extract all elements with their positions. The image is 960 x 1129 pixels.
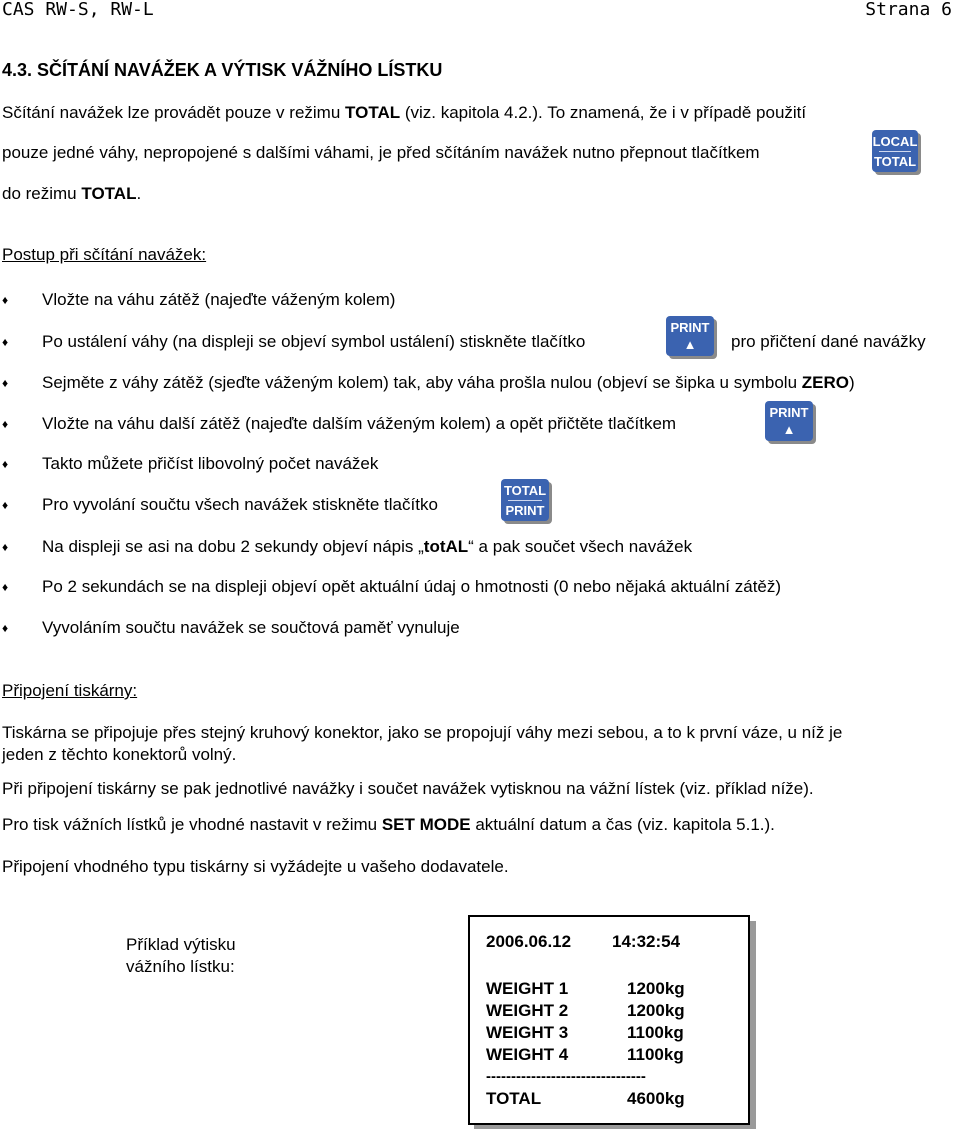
- intro-text: do režimu: [2, 184, 82, 203]
- intro-text: Sčítání navážek lze provádět pouze v režimu: [2, 103, 346, 122]
- key-label: LOCAL: [872, 133, 918, 149]
- list-item: Pro vyvolání součtu všech navážek stiskněte tlačítko: [42, 495, 438, 514]
- intro-line-2: pouze jedné váhy, nepropojené s dalšími váhami, je před sčítáním navážek nutno přepnout tlačítkem: [2, 143, 760, 162]
- paragraph-text: aktuální datum a čas (viz. kapitola 5.1.).: [470, 815, 775, 834]
- intro-line-3: [2, 184, 141, 204]
- ticket-date: 2006.06.12: [486, 932, 572, 951]
- example-label-cont: vážního lístku:: [126, 957, 235, 976]
- ticket-row-name: WEIGHT 1: [486, 979, 569, 998]
- list-item-text: Sejměte z váhy zátěž (sjeďte váženým kolem) tak, aby váha prošla nulou (objeví se šipka u symbolu: [42, 373, 802, 392]
- ticket-divider: --------------------------------: [486, 1068, 646, 1085]
- key-label: ▲: [782, 422, 796, 437]
- list-item: [42, 373, 855, 393]
- ticket-row-value: 1200kg: [627, 1001, 685, 1020]
- ticket-time: 14:32:54: [612, 932, 681, 951]
- ticket-total-value: 4600kg: [627, 1089, 685, 1108]
- printer-paragraph-3: [2, 815, 775, 835]
- ticket-total-label: TOTAL: [486, 1089, 542, 1108]
- list-item: Po 2 sekundách se na displeji objeví opět aktuální údaj o hmotnosti (0 nebo nějaká aktuální zátěž): [42, 577, 782, 596]
- printer-heading: Připojení tiskárny:: [2, 681, 138, 700]
- list-item-text: ): [848, 373, 855, 392]
- list-item: Vložte na váhu zátěž (najeďte váženým kolem): [42, 290, 396, 309]
- intro-mode-total: TOTAL: [81, 184, 137, 203]
- diamond-bullet-icon: ♦: [2, 417, 9, 431]
- example-label: Příklad výtisku: [126, 935, 236, 954]
- page-number: Strana 6: [865, 0, 952, 20]
- printer-paragraph-1: Tiskárna se připojuje přes stejný kruhový konektor, jako se propojují váhy mezi sebou, a to k první váze, u níž je: [2, 723, 843, 742]
- list-item: [42, 537, 692, 557]
- list-item-text: “ a pak součet všech navážek: [468, 537, 693, 556]
- diamond-bullet-icon: ♦: [2, 580, 9, 594]
- diamond-bullet-icon: ♦: [2, 498, 9, 512]
- display-text-total: totAL: [423, 537, 469, 556]
- key-label: TOTAL: [873, 153, 917, 169]
- list-item: Po ustálení váhy (na displeji se objeví symbol ustálení) stiskněte tlačítko: [42, 332, 586, 351]
- ticket-row-value: 1100kg: [627, 1045, 684, 1064]
- weighing-ticket-example: [468, 915, 750, 1125]
- list-item-text: Na displeji se asi na dobu 2 sekundy objeví nápis „: [42, 537, 424, 556]
- intro-line-1: [2, 103, 806, 123]
- diamond-bullet-icon: ♦: [2, 621, 9, 635]
- ticket-row-value: 1200kg: [627, 979, 685, 998]
- total-print-key-icon: [501, 479, 549, 521]
- section-title: 4.3. SČÍTÁNÍ NAVÁŽEK A VÝTISK VÁŽNÍHO LÍSTKU: [2, 60, 443, 80]
- diamond-bullet-icon: ♦: [2, 540, 9, 554]
- list-item: Takto můžete přičíst libovolný počet navážek: [42, 454, 379, 473]
- key-label: TOTAL: [503, 482, 547, 498]
- local-total-key-icon: [872, 130, 918, 172]
- list-item: Vyvoláním součtu navážek se součtová paměť vynuluje: [42, 618, 460, 637]
- intro-mode-total: TOTAL: [345, 103, 401, 122]
- diamond-bullet-icon: ♦: [2, 457, 9, 471]
- ticket-row-name: WEIGHT 2: [486, 1001, 569, 1020]
- key-label: PRINT: [769, 405, 809, 420]
- printer-paragraph-1-cont: jeden z těchto konektorů volný.: [2, 745, 237, 764]
- zero-symbol-text: ZERO: [801, 373, 849, 392]
- diamond-bullet-icon: ♦: [2, 376, 9, 390]
- ticket-row-value: 1100kg: [627, 1023, 684, 1042]
- key-label: ▲: [683, 337, 697, 352]
- diamond-bullet-icon: ♦: [2, 335, 9, 349]
- key-label: PRINT: [670, 320, 710, 335]
- intro-text: .: [136, 184, 142, 203]
- paragraph-text: Pro tisk vážních lístků je vhodné nastavit v režimu: [2, 815, 382, 834]
- printer-paragraph-2: Při připojení tiskárny se pak jednotlivé navážky i součet navážek vytisknou na vážní lístek (viz. příklad níže).: [2, 779, 814, 798]
- intro-text: (viz. kapitola 4.2.). To znamená, že i v případě použití: [400, 103, 807, 122]
- ticket-row-name: WEIGHT 3: [486, 1023, 569, 1042]
- ticket-row-name: WEIGHT 4: [486, 1045, 569, 1064]
- document-header-title: CAS RW-S, RW-L: [2, 0, 154, 20]
- list-item-cont: pro přičtení dané navážky: [731, 332, 926, 351]
- printer-paragraph-4: Připojení vhodného typu tiskárny si vyžádejte u vašeho dodavatele.: [2, 857, 509, 876]
- diamond-bullet-icon: ♦: [2, 293, 9, 307]
- procedure-heading: Postup při sčítání navážek:: [2, 245, 207, 264]
- print-key-icon: [765, 401, 813, 441]
- print-key-icon: [666, 316, 714, 356]
- key-label: PRINT: [505, 502, 545, 518]
- list-item: Vložte na váhu další zátěž (najeďte dalším váženým kolem) a opět přičtěte tlačítkem: [42, 414, 677, 433]
- set-mode-text: SET MODE: [381, 815, 471, 834]
